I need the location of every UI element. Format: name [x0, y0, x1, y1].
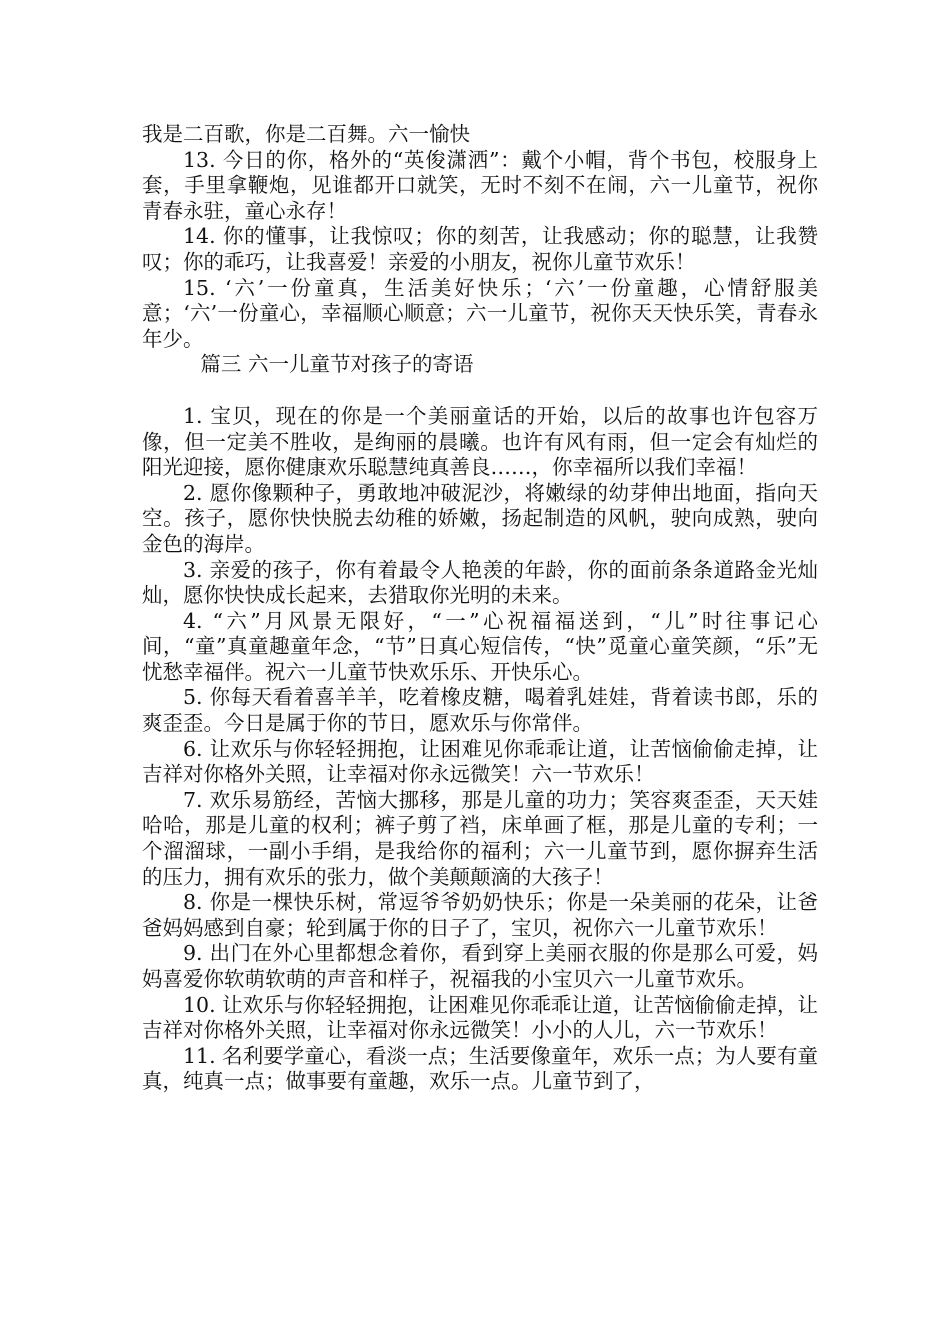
intro-line: 我是二百歌，你是二百舞。六一愉快	[142, 122, 470, 146]
wish-item-7: 7. 欢乐易筋经，苦恼大挪移，那是儿童的功力；笑容爽歪歪，天天娃哈哈，那是儿童的权利；裤子剪了裆，床单画了框，那是儿童的专利；一个溜溜球，一副小手绢，是我给你的福利；六一儿童节到，愿你摒弃生活的压力，拥有欢乐的张力，做个美颠颠滴的大孩子！	[142, 787, 818, 889]
section-title: 篇三 六一儿童节对孩子的寄语	[200, 352, 474, 377]
wish-item-9: 9. 出门在外心里都想念着你，看到穿上美丽衣服的你是那么可爱，妈妈喜爱你软萌软萌的声音和样子，祝福我的小宝贝六一儿童节欢乐。	[142, 941, 818, 991]
wish-item-13: 13. 今日的你，格外的“英俊潇洒”：戴个小帽，背个书包，校服身上套，手里拿鞭炮，见谁都开口就笑，无时不刻不在闹，六一儿童节，祝你青春永驻，童心永存！	[142, 147, 818, 223]
wish-item-11: 11. 名利要学童心，看淡一点；生活要像童年，欢乐一点；为人要有童真，纯真一点；做事要有童趣，欢乐一点。儿童节到了，	[142, 1043, 818, 1094]
wish-item-6: 6. 让欢乐与你轻轻拥抱，让困难见你乖乖让道，让苦恼偷偷走掉，让吉祥对你格外关照，让幸福对你永远微笑！六一节欢乐！	[142, 736, 818, 787]
wish-item-1: 1. 宝贝，现在的你是一个美丽童话的开始，以后的故事也许包容万像，但一定美不胜收，是绚丽的晨曦。也许有风有雨，但一定会有灿烂的阳光迎接，愿你健康欢乐聪慧纯真善良……，你幸福所以我们幸福！	[142, 403, 818, 480]
wish-item-14: 14. 你的懂事，让我惊叹；你的刻苦，让我感动；你的聪慧，让我赞叹；你的乖巧，让我喜爱！亲爱的小朋友，祝你儿童节欢乐！	[142, 224, 818, 274]
wish-item-10: 10. 让欢乐与你轻轻拥抱，让困难见你乖乖让道，让苦恼偷偷走掉，让吉祥对你格外关照，让幸福对你永远微笑！小小的人儿，六一节欢乐！	[142, 992, 818, 1043]
document-page	[142, 122, 818, 1095]
wish-item-2: 2. 愿你像颗种子，勇敢地冲破泥沙，将嫩绿的幼芽伸出地面，指向天空。孩子，愿你快快脱去幼稚的娇嫩，扬起制造的风帆，驶向成熟，驶向金色的海岸。	[142, 480, 818, 556]
wish-item-15: 15. ‘六’一份童真，生活美好快乐；‘六’一份童趣，心情舒服美意；‘六’一份童心，幸福顺心顺意；六一儿童节，祝你天天快乐笑，青春永年少。	[142, 275, 818, 351]
wish-item-8: 8. 你是一棵快乐树，常逗爷爷奶奶快乐；你是一朵美丽的花朵，让爸爸妈妈感到自豪；轮到属于你的日子了，宝贝，祝你六一儿童节欢乐！	[142, 890, 818, 940]
wish-item-4: 4. “六”月风景无限好，“一”心祝福福送到，“儿”时往事记心间，“童”真童趣童年念，“节”日真心短信传，“快”觅童心童笑颜，“乐”无忧愁幸福伴。祝六一儿童节快欢乐乐、开快乐心。	[142, 608, 818, 684]
wish-item-5: 5. 你每天看着喜羊羊，吃着橡皮糖，喝着乳娃娃，背着读书郎，乐的爽歪歪。今日是属于你的节日，愿欢乐与你常伴。	[142, 685, 818, 736]
wish-item-3: 3. 亲爱的孩子，你有着最令人艳羡的年龄，你的面前条条道路金光灿灿，愿你快快成长起来，去猎取你光明的未来。	[142, 557, 818, 608]
